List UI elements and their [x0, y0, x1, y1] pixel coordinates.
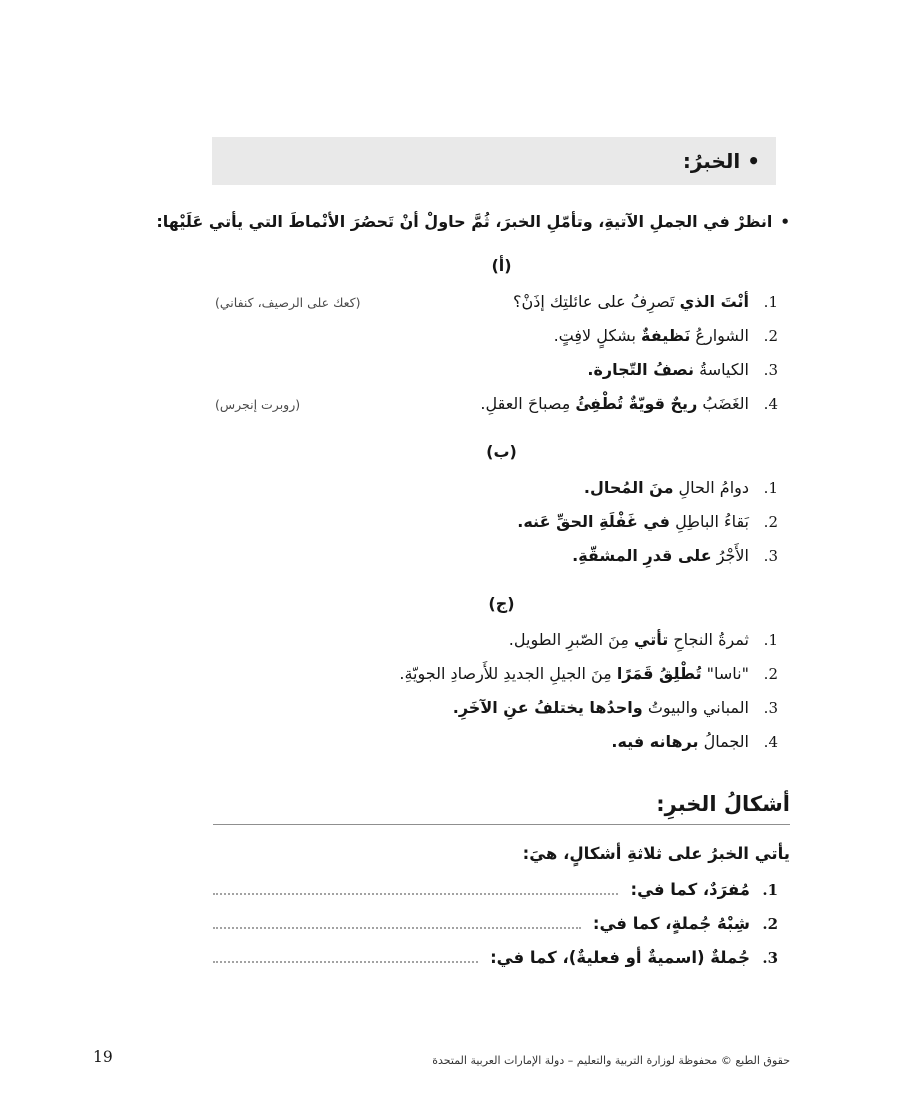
sentence-item: [213, 285, 790, 319]
item-text: الأَجْرُ على قدرِ المشقّةِ.: [572, 546, 749, 565]
lesson-title: • الخبرُ:: [682, 149, 760, 173]
section-c: [213, 591, 790, 759]
item-number: 1.: [762, 881, 778, 899]
sentence-item: [213, 657, 790, 691]
shape-item: [213, 941, 790, 975]
item-text: الجمالُ برهانه فيه.: [611, 732, 749, 751]
answer-blank-line: [213, 893, 618, 895]
item-text: الشوارعُ نَظيفةٌ بشكلٍ لافِتٍ.: [553, 326, 749, 345]
shape-item: [213, 907, 790, 941]
page-content: [156, 209, 790, 975]
item-number: 1.: [763, 479, 778, 497]
sentence-item: [213, 505, 790, 539]
item-number: 2.: [763, 665, 778, 683]
sentence-item: [213, 691, 790, 725]
item-number: 4.: [763, 395, 778, 413]
section-b-items: [213, 471, 790, 573]
bullet-icon: •: [780, 213, 790, 231]
section-a-items: [213, 285, 790, 421]
shapes-lead: يأتي الخبرُ على ثلاثةِ أشكالٍ، هيَ:: [522, 844, 790, 863]
item-number: 3.: [763, 699, 778, 717]
answer-blank-line: [213, 961, 478, 963]
item-text: دوامُ الحالِ منَ المُحال.: [583, 478, 749, 497]
item-text: ثمرةُ النجاحِ تأتي مِنَ الصّبرِ الطويل.: [508, 630, 749, 649]
shape-item: [213, 873, 790, 907]
section-c-label: (ج): [488, 594, 515, 613]
sentence-item: [213, 725, 790, 759]
item-number: 2.: [763, 513, 778, 531]
item-text: جُملةٌ (اسميةٌ أو فعليةٌ)، كما في:: [490, 948, 750, 967]
sentence-item: [213, 539, 790, 573]
section-c-items: [213, 623, 790, 759]
item-number: 2.: [763, 327, 778, 345]
item-number: 4.: [763, 733, 778, 751]
item-source: (كعك على الرصيف، كنفاني): [215, 295, 361, 310]
shapes-heading: أشكالُ الخبرِ:: [656, 792, 790, 816]
item-number: 3.: [763, 547, 778, 565]
section-b: [213, 439, 790, 573]
section-a: [213, 253, 790, 421]
item-number: 1.: [763, 293, 778, 311]
instruction-text: انظرْ في الجملِ الآتيةِ، وتأمّلِ الخبرَ، ثُمَّ حاولْ أنْ تَحصُرَ الأنْماطَ التي يأتي عَلَيْها:: [156, 212, 773, 231]
item-text: شِبْهُ جُملةٍ، كما في:: [592, 914, 750, 933]
item-text: "ناسا" تُطْلِقُ قَمَرًا مِنَ الجيلِ الجديدِ للأَرصادِ الجويّةِ.: [399, 664, 749, 683]
answer-blank-line: [213, 927, 581, 929]
item-source: (روبرت إنجرس): [215, 397, 301, 412]
section-b-label: (ب): [486, 442, 517, 461]
shapes-items: [213, 873, 790, 975]
item-text: الكياسةُ نصفُ التّجارة.: [587, 360, 749, 379]
copyright-text: حقوق الطبع © محفوظة لوزارة التربية والتعليم – دولة الإمارات العربية المتحدة: [432, 1054, 790, 1067]
sentence-item: [213, 353, 790, 387]
item-number: 1.: [763, 631, 778, 649]
item-text: مُفرَدٌ، كما في:: [630, 880, 750, 899]
sentence-item: [213, 471, 790, 505]
item-text: أنْتَ الذي تَصرِفُ على عائلتِك إذَنْ؟: [513, 292, 749, 311]
item-number: 2.: [762, 915, 778, 933]
item-text: المباني والبيوتُ واحدُها يختلفُ عنِ الآخَرِ.: [452, 698, 749, 717]
divider-rule: [213, 824, 790, 825]
item-text: الغَضَبُ ريحٌ قويّةٌ تُطْفِئُ مِصباحَ العقلِ.: [480, 394, 749, 413]
sentence-item: [213, 623, 790, 657]
shapes-section: [213, 789, 790, 975]
page-number: 19: [93, 1048, 113, 1066]
sentence-item: [213, 387, 790, 421]
lesson-title-bar: [212, 137, 776, 185]
section-a-label: (أ): [491, 256, 512, 275]
instruction-line: [156, 209, 790, 235]
sentence-item: [213, 319, 790, 353]
item-text: بَقاءُ الباطِلِ في غَفْلَةِ الحقِّ عَنه.: [517, 512, 749, 531]
item-number: 3.: [762, 949, 778, 967]
item-number: 3.: [763, 361, 778, 379]
